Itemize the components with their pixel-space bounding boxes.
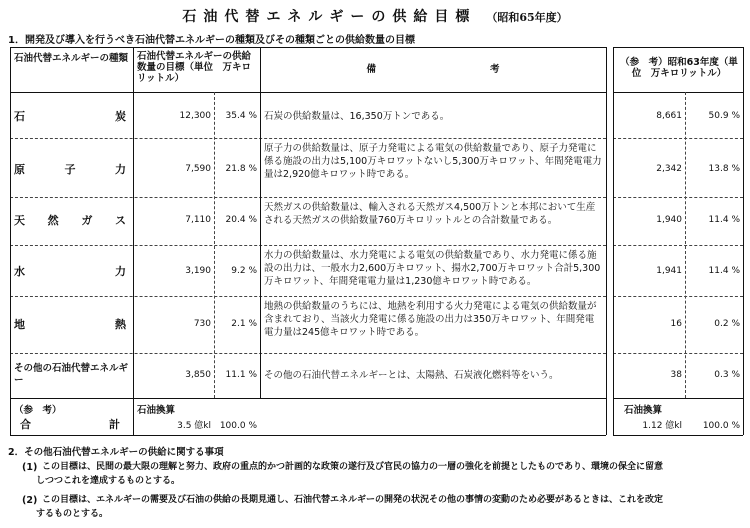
header-type: 石油代替エネルギーの種類 (14, 53, 129, 64)
header-bottom-border (10, 92, 606, 93)
col-border (743, 47, 744, 435)
col-border (10, 47, 11, 435)
table-top-border (10, 47, 606, 48)
item-2-number: (2) (22, 495, 38, 506)
row-name: 地熱 (14, 318, 126, 331)
header-reference: （参 考）昭和63年度（単位 万キロリットル） (620, 57, 738, 79)
ref-bottom-border (613, 435, 743, 436)
ref-total-top-border (613, 398, 743, 399)
total-top-border (10, 398, 606, 399)
pct-divider (214, 92, 215, 398)
item-1-line-1: この目標は、民間の最大限の理解と努力、政府の重点的かつ計画的な政策の遂行及び官民の協力の一層の強化を前提としたものであり、環境の保全に留意 (42, 462, 664, 472)
header-target: 石油代替エネルギーの供給数量の目標（単位 万キロリットル） (137, 51, 252, 84)
row-target-pct: 20.4 % (225, 215, 257, 225)
col-border (133, 47, 134, 435)
row-target: 3,850 (185, 370, 211, 380)
item-2-line-1: この目標は、エネルギーの需要及び石油の供給の長期見通し、石油代替エネルギーの開発の状況その他の事情の変動のため必要があるときは、これを改定 (42, 495, 664, 505)
row-ref-pct: 0.3 % (714, 370, 740, 380)
row-name: 天然ガス (14, 214, 126, 227)
row-divider (613, 197, 743, 198)
row-divider (613, 138, 743, 139)
col-border (613, 47, 614, 435)
ref-header-bottom-border (613, 92, 743, 93)
row-target-pct: 21.8 % (225, 164, 257, 174)
document-title (0, 6, 750, 26)
row-ref: 38 (670, 370, 682, 380)
item-2-line-2: するものとする。 (36, 509, 109, 519)
row-divider (10, 138, 606, 139)
total-target: 3.5 億kl (177, 421, 211, 431)
row-ref-pct: 13.8 % (708, 164, 740, 174)
row-name: 原子力 (14, 163, 126, 176)
total-ref-label: （参 考） (14, 405, 62, 416)
row-remark: 地熱の供給数量のうちには、地熱を利用する火力発電による電気の供給数量が含まれており、当該火力発電に係る施設の出力は350万キロワット、年間発電電力量は245億キロワット時である。 (264, 301, 597, 338)
total-ref: 1.12 億kl (642, 421, 682, 431)
row-divider (10, 353, 606, 354)
row-ref: 1,940 (656, 215, 682, 225)
row-divider (613, 353, 743, 354)
row-ref-pct: 11.4 % (708, 266, 740, 276)
ref-top-border (613, 47, 743, 48)
row-ref: 1,941 (656, 266, 682, 276)
row-target-pct: 2.1 % (231, 319, 257, 329)
row-target-pct: 9.2 % (231, 266, 257, 276)
item-1-line-2: しつつこれを達成するものとする。 (36, 476, 181, 486)
item-1-number: (1) (22, 462, 38, 473)
section-2-heading: 2．その他石油代替エネルギーの供給に関する事項 (8, 447, 224, 458)
row-target-pct: 35.4 % (225, 111, 257, 121)
row-divider (10, 245, 606, 246)
row-remark: 天然ガスの供給数量は、輸入される天然ガス4,500万トンと本邦において生産される天然ガスの供給数量760万キロリットルとの合計数量である。 (264, 202, 596, 226)
row-name: 水力 (14, 265, 126, 278)
table-bottom-border (10, 435, 606, 436)
row-remark: 石炭の供給数量は、16,350万トンである。 (264, 111, 450, 122)
row-target: 730 (193, 319, 211, 329)
pct-divider (685, 92, 686, 398)
col-border (260, 47, 261, 398)
total-ref-pct: 100.0 % (702, 421, 740, 431)
total-target-note: 石油換算 (137, 405, 176, 416)
row-target: 7,590 (185, 164, 211, 174)
row-target-pct: 11.1 % (225, 370, 257, 380)
row-divider (613, 245, 743, 246)
total-label: 合 計 (20, 418, 120, 431)
row-divider (10, 296, 606, 297)
row-remark: 水力の供給数量は、水力発電による電気の供給数量であり、水力発電に係る施設の出力は、一般水力2,600万キロワット、揚水2,700万キロワット合計5,300万キロワット、年間発電電力量は1,230億キロワット時である。 (264, 250, 601, 287)
row-remark: 原子力の供給数量は、原子力発電による電気の供給数量であり、原子力発電に係る施設の出力は5,100万キロワットないし5,300万キロワット、年間発電電力量は2,920億キロワット時である。 (264, 143, 602, 180)
row-ref-pct: 50.9 % (708, 111, 740, 121)
col-border (606, 47, 607, 435)
row-name: 石炭 (14, 110, 126, 123)
row-target: 3,190 (185, 266, 211, 276)
row-ref-pct: 11.4 % (708, 215, 740, 225)
header-remarks: 備 考 (366, 64, 500, 75)
row-ref: 16 (670, 319, 682, 329)
total-ref-note: 石油換算 (624, 405, 663, 416)
row-ref-pct: 0.2 % (714, 319, 740, 329)
title-year: （昭和65年度） (486, 11, 568, 24)
row-divider (613, 296, 743, 297)
row-divider (10, 197, 606, 198)
total-target-pct: 100.0 % (219, 421, 257, 431)
row-name: その他の石油代替エネルギー (14, 363, 129, 386)
row-ref: 8,661 (656, 111, 682, 121)
row-remark: その他の石油代替エネルギーとは、太陽熱、石炭液化燃料等をいう。 (264, 370, 559, 381)
title-text: 石油代替エネルギーの供給目標 (182, 9, 477, 25)
section-1-heading: 1．開発及び導入を行うべき石油代替エネルギーの種類及びその種類ごとの供給数量の目標 (8, 35, 415, 46)
row-ref: 2,342 (656, 164, 682, 174)
row-target: 7,110 (185, 215, 211, 225)
row-target: 12,300 (179, 111, 211, 121)
